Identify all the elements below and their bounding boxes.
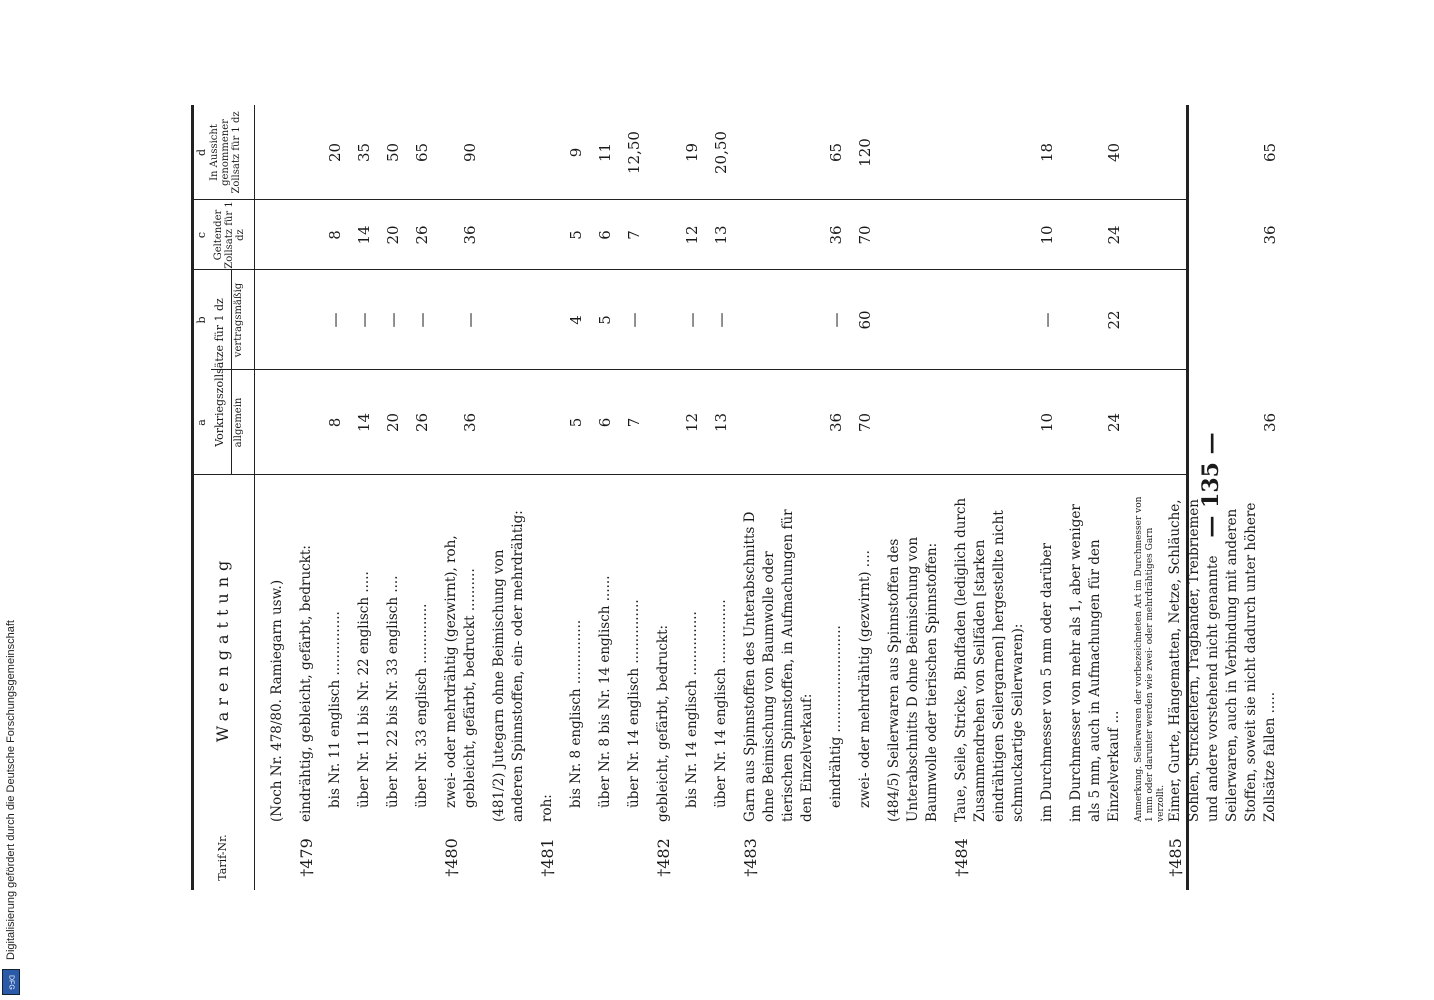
header-allgemein: allgemein — [233, 397, 244, 448]
header-geltender: Geltender Zollsatz für 1 dz — [213, 201, 246, 269]
row-value-b: 60 — [856, 310, 874, 330]
row-description: im Durchmesser von 5 mm oder darüber — [1039, 543, 1055, 822]
row-value-d: 19 — [683, 142, 701, 163]
row-value-c: 70 — [856, 225, 874, 245]
row-value-b: — — [712, 312, 730, 328]
header-aussicht: In Aussicht genommener Zollsatz für 1 dz — [209, 111, 242, 194]
row-value-c: 36 — [461, 225, 479, 245]
row-value-c: 10 — [1038, 225, 1056, 245]
row-tarif-nr: †480 — [442, 838, 461, 877]
row-value-a: 20 — [384, 412, 402, 433]
row-value-c: 5 — [567, 230, 585, 240]
row-value-b: — — [1038, 312, 1056, 328]
row-description: Eimer, Gurte, Hängematten, Netze, Schläuche, Sohlen, Strickleitern, Tragbänder, Treibriemen und andere vorstehend nicht genannte Seilerwaren, auch in Verbindung mit anderen Stoffen, soweit sie nicht dadurch unter höhere Zollsätze fallen ..... — [1167, 499, 1278, 822]
header-col-b: b — [195, 316, 208, 324]
row-value-c: 36 — [827, 225, 845, 245]
row-value-a: 36 — [1261, 412, 1279, 433]
row-value-c: 26 — [413, 225, 431, 245]
header-vorkriegs: Vorkriegszollsätze für 1 dz — [213, 298, 226, 447]
header-col-c: c — [195, 231, 208, 239]
row-value-b: — — [413, 312, 431, 328]
row-value-c: 8 — [326, 230, 344, 240]
row-value-a: 13 — [712, 412, 730, 433]
row-description: roh: — [539, 794, 555, 822]
row-description: eindrähtig, gebleicht, gefärbt, bedruckt: — [298, 545, 314, 822]
row-description: über Nr. 14 englisch ............... — [626, 599, 642, 808]
row-description: (484/5) Seilerwaren aus Spinnstoffen des Unterabschnitts D ohne Beimischung von Baumwolle oder tierischen Spinnstoffen: — [886, 536, 940, 822]
row-description: über Nr. 22 bis Nr. 33 englisch .... — [385, 575, 401, 808]
row-value-b: 22 — [1105, 310, 1123, 330]
row-tarif-nr: †483 — [741, 838, 760, 877]
row-tarif-nr: †482 — [654, 838, 673, 877]
row-value-b: — — [355, 312, 373, 328]
header-col-d: d — [195, 148, 208, 157]
row-description: gebleicht, gefärbt, bedruckt: — [655, 624, 671, 822]
row-description: eindrähtig ......................... — [828, 625, 844, 808]
row-value-a: 14 — [355, 412, 373, 433]
row-tarif-nr: †484 — [952, 838, 971, 877]
credit-text: Digitalisierung gefördert durch die Deutsche Forschungsgemeinschaft — [5, 620, 17, 960]
header-tarif-nr: Tarif-Nr. — [216, 834, 229, 881]
header-col-a: a — [195, 419, 208, 426]
row-value-d: 50 — [384, 142, 402, 163]
row-description: Taue, Seile, Stricke, Bindfaden (lediglich durch Zusammendrehen von Seilfäden [starken eindrähtigen Seilergarnen] hergestellte nicht schmuckartige Seilerwaren): — [953, 497, 1026, 822]
row-value-d: 18 — [1038, 142, 1056, 163]
row-tarif-nr: †481 — [538, 838, 557, 877]
row-description: bis Nr. 8 englisch ............... — [568, 619, 584, 808]
row-description: über Nr. 14 englisch ............... — [713, 599, 729, 808]
ab-sub-line — [231, 270, 232, 475]
table-header-border — [254, 105, 255, 890]
row-value-d: 40 — [1105, 142, 1123, 163]
row-value-c: 13 — [712, 225, 730, 245]
row-value-a: 70 — [856, 412, 874, 433]
dfg-logo: DFG — [2, 969, 20, 995]
row-description: zwei- oder mehrdrähtig (gezwirnt), roh, gebleicht, gefärbt, bedruckt .......... — [443, 535, 478, 808]
row-value-c: 36 — [1261, 225, 1279, 245]
rotated-page — [86, 0, 1434, 1000]
row-value-d: 65 — [413, 142, 431, 163]
row-description: bis Nr. 14 englisch ............... — [684, 611, 700, 808]
row-value-b: — — [625, 312, 643, 328]
row-value-c: 14 — [355, 225, 373, 245]
row-value-d: 65 — [1261, 142, 1279, 163]
row-value-d: 11 — [596, 142, 614, 163]
row-value-b: — — [326, 312, 344, 328]
row-value-a: 5 — [567, 417, 585, 428]
row-value-a: 36 — [461, 412, 479, 433]
row-value-a: 26 — [413, 412, 431, 433]
row-description: (Noch Nr. 478/80. Ramiegarn usw.) — [269, 579, 285, 822]
row-value-a: 7 — [625, 417, 643, 428]
row-value-d: 35 — [355, 142, 373, 163]
row-value-a: 6 — [596, 417, 614, 428]
row-description: bis Nr. 11 englisch ............... — [327, 611, 343, 808]
row-value-a: 24 — [1105, 412, 1123, 433]
row-value-d: 20,50 — [712, 131, 730, 174]
header-warengattung: Warengattung — [213, 554, 232, 743]
row-value-d: 120 — [856, 138, 874, 167]
row-tarif-nr: †479 — [297, 838, 316, 877]
row-value-d: 9 — [567, 147, 585, 158]
row-note: Anmerkung. Seilerwaren der vorbezeichneten Art im Durchmesser von 1 mm oder darunter werden wie zwei- oder mehrdrähtiges Garn verzollt. — [1134, 496, 1166, 822]
table-top-border — [191, 105, 194, 890]
page-number: — 135 — — [1198, 432, 1224, 538]
row-value-b: 5 — [596, 315, 614, 325]
row-value-b: — — [384, 312, 402, 328]
row-value-c: 7 — [625, 230, 643, 240]
row-value-a: 10 — [1038, 412, 1056, 433]
row-value-b: — — [461, 312, 479, 328]
row-value-c: 12 — [683, 225, 701, 245]
row-value-a: 36 — [827, 412, 845, 433]
row-value-b: — — [683, 312, 701, 328]
row-description: im Durchmesser von mehr als 1, aber weniger als 5 mm, auch in Aufmachungen für den Einzelverkauf ... — [1068, 504, 1122, 822]
row-value-d: 90 — [461, 142, 479, 163]
row-description: über Nr. 33 englisch .............. — [414, 603, 430, 808]
row-tarif-nr: †485 — [1166, 838, 1185, 877]
row-value-b: — — [827, 312, 845, 328]
row-description: über Nr. 11 bis Nr. 22 englisch ..... — [356, 571, 372, 808]
row-description: Garn aus Spinnstoffen des Unterabschnitts D ohne Beimischung von Baumwolle oder tierischen Spinnstoffen, in Aufmachungen für den Einzelverkauf: — [742, 509, 815, 822]
row-description: über Nr. 8 bis Nr. 14 englisch ...... — [597, 575, 613, 808]
row-value-a: 12 — [683, 412, 701, 433]
row-value-d: 20 — [326, 142, 344, 163]
sidebar-credit — [0, 600, 22, 995]
row-value-d: 12,50 — [625, 131, 643, 174]
row-value-b: 4 — [567, 315, 585, 325]
row-value-d: 65 — [827, 142, 845, 163]
row-description: zwei- oder mehrdrähtig (gezwirnt) .... — [857, 550, 873, 808]
header-vertrag: vertragsmäßig — [233, 282, 244, 358]
row-value-c: 6 — [596, 230, 614, 240]
row-value-a: 8 — [326, 417, 344, 428]
row-value-c: 20 — [384, 225, 402, 245]
row-value-c: 24 — [1105, 225, 1123, 245]
row-description: (481/2) Jutegarn ohne Beimischung von anderen Spinnstoffen, ein- oder mehrdrähtig: — [491, 510, 526, 822]
